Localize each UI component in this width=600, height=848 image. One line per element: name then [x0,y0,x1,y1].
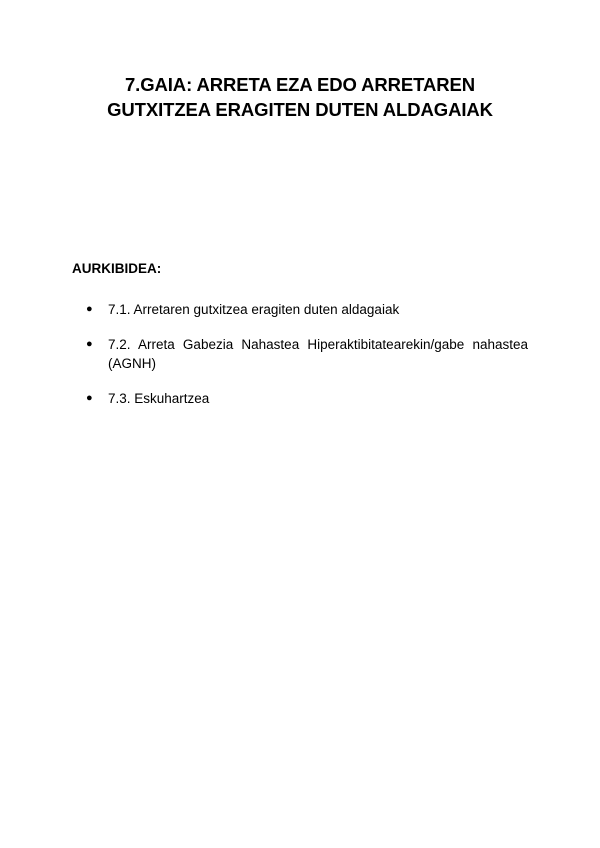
toc-item-text: 7.3. Eskuhartzea [108,391,210,406]
bullet-icon: ● [86,338,93,350]
toc-heading: AURKIBIDEA: [72,261,162,276]
title-line-2: GUTXITZEA ERAGITEN DUTEN ALDAGAIAK [107,99,493,120]
toc-list [86,300,528,424]
toc-item-text: 7.1. Arretaren gutxitzea eragiten duten aldagaiak [108,302,400,317]
toc-item-7-3 [86,389,528,408]
document-title [60,72,540,122]
toc-item-7-2 [86,335,528,373]
toc-item-7-1 [86,300,528,319]
toc-item-text: 7.2. Arreta Gabezia Nahastea Hiperaktibitatearekin/gabe nahastea (AGNH) [108,337,528,371]
title-line-1: 7.GAIA: ARRETA EZA EDO ARRETAREN [124,74,476,95]
bullet-icon: ● [86,392,93,404]
bullet-icon: ● [86,303,93,315]
